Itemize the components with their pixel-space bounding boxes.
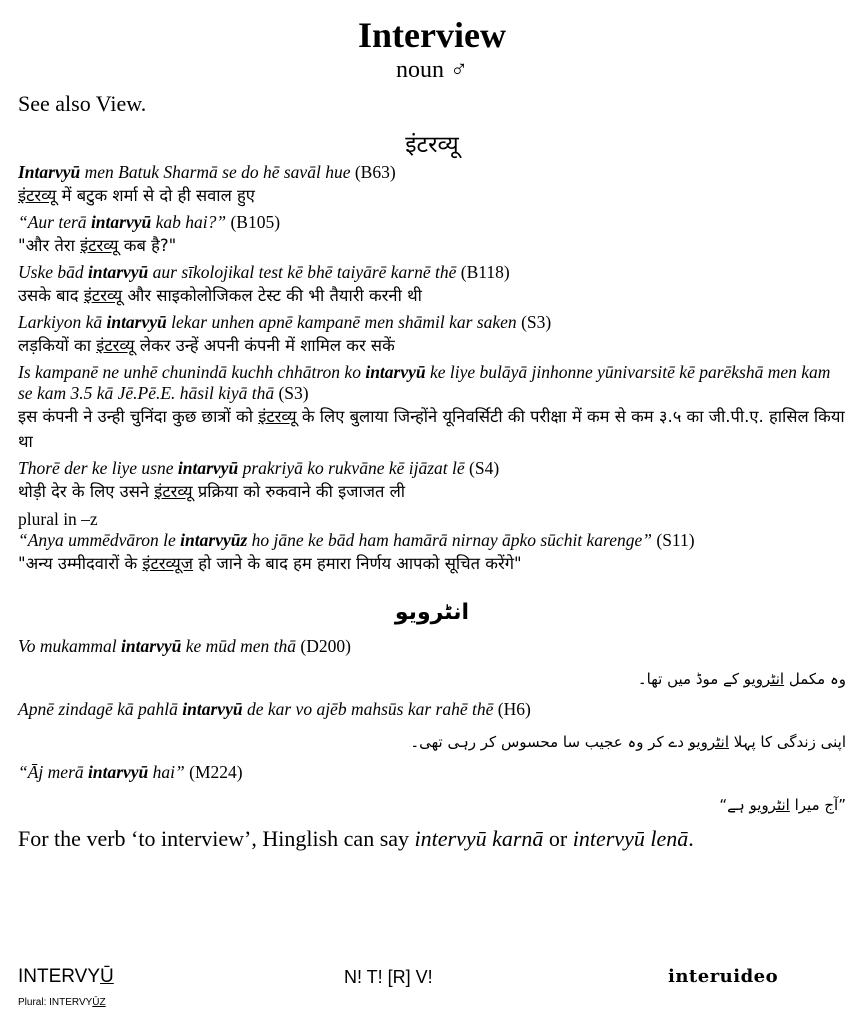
devanagari-examples	[18, 162, 846, 576]
example-translit: Intarvyū men Batuk Sharmā se do hē savāl hue (B63)	[18, 162, 396, 182]
footer-gothic-word: interuideo	[668, 966, 779, 987]
example-hindi: उसके बाद इंटरव्यू और साइकोलोजिकल टेस्ट की भी तैयारी करनी थी	[18, 286, 422, 305]
urdu-example-translit: Apnē zindagē kā pahlā intarvyū de kar vo ajēb mahsūs kar rahē thē (H6)	[18, 699, 531, 719]
urdu-example-text: ”آج میرا انٹرویو ہے“	[719, 796, 846, 814]
urdu-heading: انٹرویو	[394, 600, 470, 625]
plural-example-translit: “Anya ummēdvāron le intarvyūz ho jāne ke bād ham hamārā nirnay āpko sūchit karenge” (S11)	[18, 530, 695, 550]
example-hindi: लड़कियों का इंटरव्यू लेकर उन्हें अपनी कंपनी में शामिल कर सकें	[18, 336, 395, 355]
plural-note: plural in –z	[18, 509, 98, 529]
footer-tags: N! T! [R] V!	[344, 967, 433, 987]
example-hindi: थोड़ी देर के लिए उसने इंटरव्यू प्रक्रिया को रुकवाने की इजाजत ली	[18, 482, 406, 501]
example-translit: “Aur terā intarvyū kab hai?” (B105)	[18, 212, 281, 232]
example-translit: Thorē der ke liye usne intarvyū prakriyā ko rukvāne kē ijāzat lē (S4)	[18, 458, 500, 478]
urdu-example-translit: “Āj merā intarvyū hai” (M224)	[18, 762, 243, 782]
urdu-example-text: اپنی زندگی کا پہلا انٹرویو دے کر وہ عجیب سا محسوس کر رہی تھی۔	[410, 733, 846, 751]
footer-row	[18, 964, 818, 994]
devanagari-heading: इंटरव्यू	[405, 132, 459, 158]
verb-note: For the verb ‘to interview’, Hinglish can say intervyū karnā or intervyū lenā.	[18, 826, 694, 851]
urdu-examples	[18, 636, 846, 819]
urdu-example-translit: Vo mukammal intarvyū ke mūd men thā (D200)	[18, 636, 351, 656]
footer-plural: Plural: INTERVYŪZ	[18, 997, 106, 1008]
part-of-speech: noun ♂	[396, 57, 468, 83]
example-translit: Is kampanē ne unhē chunindā kuchh chhātron ko intarvyū ke liye bulāyā jinhonne yūnivarsitē kē parēkshā men kam se kam 3.5 kā Jē.Pē.E. hāsil kiyā thā (S3)	[18, 362, 831, 403]
headword: Interview	[358, 15, 506, 55]
example-translit: Larkiyon kā intarvyū lekar unhen apnē kampanē men shāmil kar saken (S3)	[18, 312, 552, 332]
example-hindi: "और तेरा इंटरव्यू कब है?"	[18, 236, 177, 255]
example-hindi: इस कंपनी ने उन्ही चुनिंदा कुछ छात्रों को इंटरव्यू के लिए बुलाया जिन्होंने यूनिवर्सिटी की परीक्षा में कम से कम ३.५ का जी.पी.ए. हासिल किया था	[18, 407, 845, 451]
example-hindi: इंटरव्यू में बटुक शर्मा से दो ही सवाल हुए	[18, 186, 255, 205]
see-also: See also View.	[18, 91, 147, 116]
footer-headword: INTERVYŪ	[18, 966, 114, 987]
plural-example-hindi: "अन्य उम्मीदवारों के इंटरव्यूज हो जाने के बाद हम हमारा निर्णय आपको सूचित करेंगे"	[18, 554, 522, 573]
dictionary-entry	[18, 14, 846, 853]
example-translit: Uske bād intarvyū aur sīkolojikal test kē bhē taiyārē karnē thē (B118)	[18, 262, 510, 282]
urdu-example-text: وہ مکمل انٹرویو کے موڈ میں تھا۔	[637, 670, 846, 688]
